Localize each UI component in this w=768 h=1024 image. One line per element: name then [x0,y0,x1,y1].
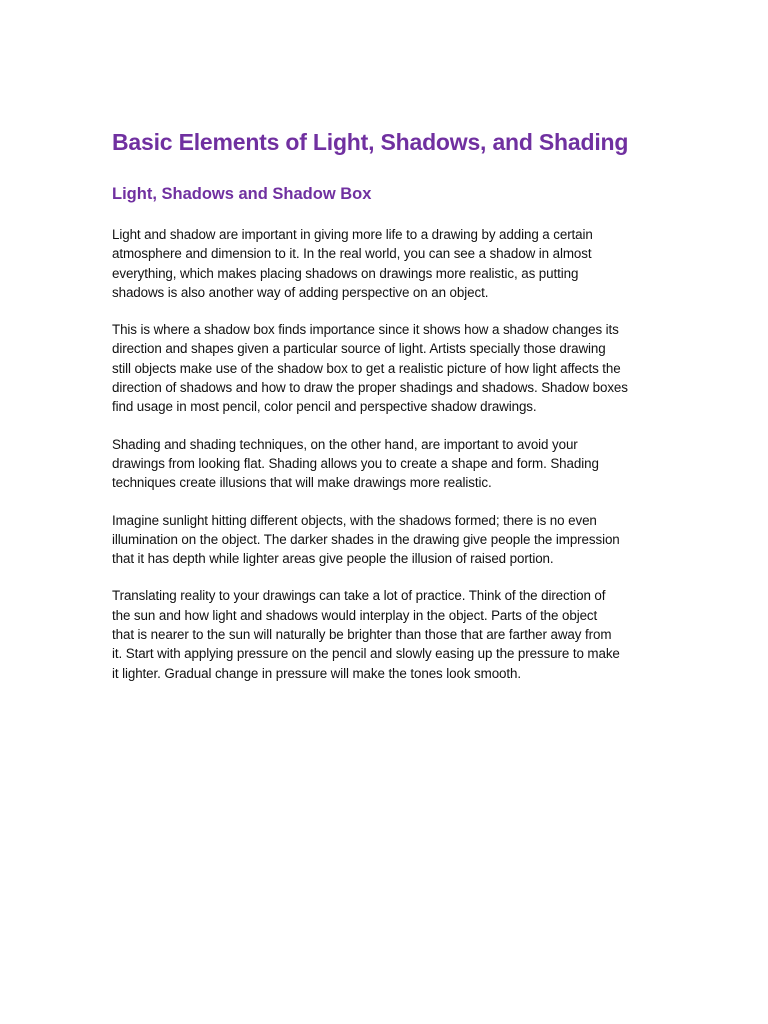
paragraph-4 [112,511,672,569]
paragraph-3 [112,435,672,493]
text-line: This is where a shadow box finds importance since it shows how a shadow changes its [112,322,619,338]
paragraph-2 [112,320,672,416]
paragraph-1 [112,225,672,302]
text-line: atmosphere and dimension to it. In the real world, you can see a shadow in almost [112,246,592,262]
text-line: that it has depth while lighter areas give people the illusion of raised portion. [112,551,554,567]
text-line: drawings from looking flat. Shading allows you to create a shape and form. Shading [112,455,599,471]
text-line: everything, which makes placing shadows on drawings more realistic, as putting [112,265,579,281]
text-line: the sun and how light and shadows would interplay in the object. Parts of the object [112,607,598,623]
text-line: find usage in most pencil, color pencil and perspective shadow drawings. [112,399,537,415]
text-line: it lighter. Gradual change in pressure will make the tones look smooth. [112,665,521,681]
text-line: shadows is also another way of adding perspective on an object. [112,284,489,300]
section-heading: Light, Shadows and Shadow Box [112,185,372,203]
document-body [112,225,672,701]
text-line: illumination on the object. The darker shades in the drawing give people the impression [112,531,620,547]
text-line: it. Start with applying pressure on the pencil and slowly easing up the pressure to make [112,646,620,662]
text-line: techniques create illusions that will make drawings more realistic. [112,475,492,491]
text-line: Imagine sunlight hitting different objects, with the shadows formed; there is no even [112,512,597,528]
text-line: direction of shadows and how to draw the proper shadings and shadows. Shadow boxes [112,380,628,396]
document-title: Basic Elements of Light, Shadows, and Shading [112,129,629,155]
paragraph-5 [112,586,672,682]
text-line: direction and shapes given a particular source of light. Artists specially those drawing [112,341,606,357]
text-line: Light and shadow are important in giving more life to a drawing by adding a certain [112,227,593,242]
text-line: Shading and shading techniques, on the other hand, are important to avoid your [112,436,578,452]
text-line: Translating reality to your drawings can take a lot of practice. Think of the direction of [112,588,606,604]
text-line: that is nearer to the sun will naturally be brighter than those that are farther away from [112,627,612,643]
text-line: still objects make use of the shadow box to get a realistic picture of how light affects the [112,360,621,376]
